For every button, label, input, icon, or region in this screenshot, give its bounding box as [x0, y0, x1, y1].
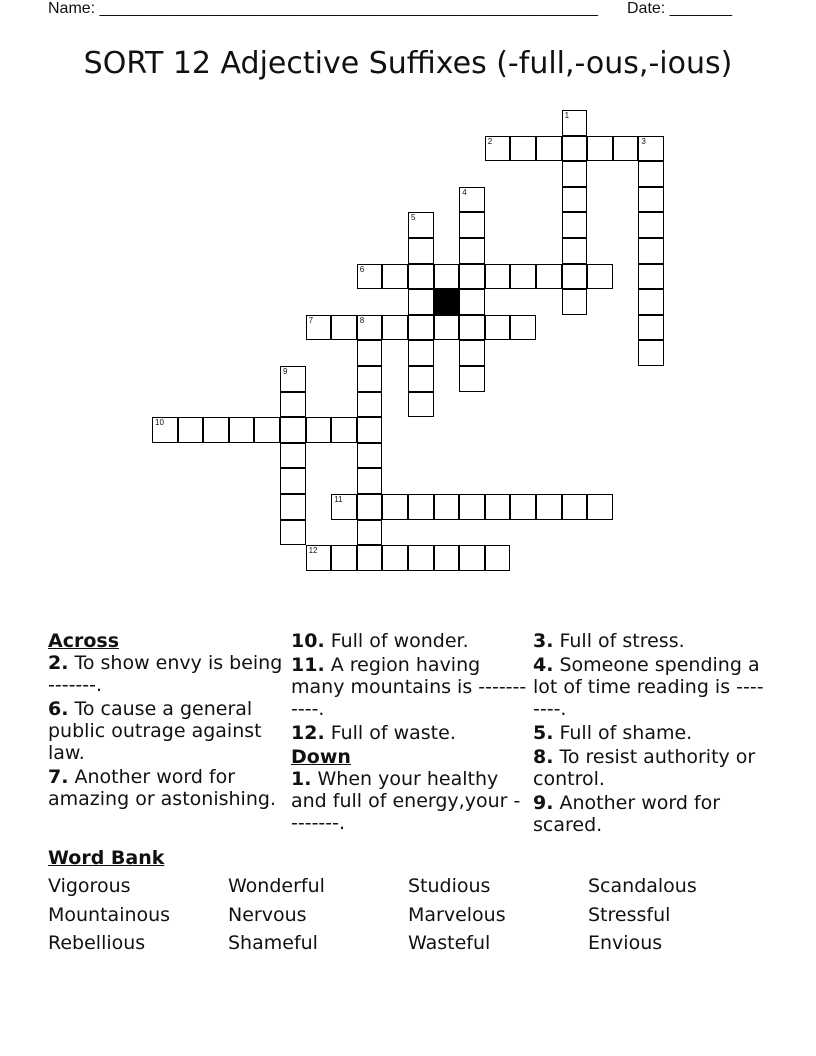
grid-cell[interactable] [331, 315, 357, 341]
word-bank-item: Mountainous [48, 904, 171, 926]
grid-cell[interactable] [434, 264, 460, 290]
name-field-line[interactable]: Name: ________________________________________________________ [48, 0, 598, 17]
grid-cell[interactable] [331, 494, 357, 520]
grid-cell[interactable] [357, 392, 383, 418]
clue-down-9: 9. Another word for scared. [533, 792, 721, 836]
word-bank-title: Word Bank [48, 847, 165, 869]
grid-cell[interactable] [408, 494, 434, 520]
grid-cell[interactable] [459, 187, 485, 213]
grid-cell[interactable] [536, 264, 562, 290]
grid-cell[interactable] [408, 315, 434, 341]
grid-cell[interactable] [562, 161, 588, 187]
down-header: Down [291, 746, 351, 768]
clue-number: 3 [641, 136, 646, 146]
across-header: Across [48, 630, 120, 652]
grid-cell[interactable] [357, 468, 383, 494]
clue-down-5: 5. Full of shame. [533, 722, 693, 744]
grid-cell[interactable] [638, 187, 664, 213]
clue-number: 10 [155, 418, 164, 428]
grid-cell[interactable] [434, 494, 460, 520]
grid-cell[interactable] [357, 340, 383, 366]
grid-cell[interactable] [357, 494, 383, 520]
grid-cell[interactable] [434, 315, 460, 341]
word-bank-item: Stressful [588, 904, 671, 926]
grid-cell[interactable] [306, 417, 332, 443]
clues-column-2 [291, 630, 527, 836]
grid-cell[interactable] [536, 136, 562, 162]
grid-cell[interactable] [638, 315, 664, 341]
grid-block [434, 289, 460, 315]
grid-cell[interactable] [459, 494, 485, 520]
grid-cell[interactable] [562, 110, 588, 136]
grid-cell[interactable] [357, 443, 383, 469]
grid-cell[interactable] [562, 212, 588, 238]
clue-down-4: 4. Someone spending a lot of time reading is --------. [533, 654, 764, 720]
word-bank-item: Studious [408, 875, 491, 897]
clue-number: 8 [359, 315, 365, 325]
grid-cell[interactable] [510, 315, 536, 341]
grid-cell[interactable] [587, 264, 613, 290]
grid-cell[interactable] [408, 238, 434, 264]
grid-cell[interactable] [408, 366, 434, 392]
clue-number: 6 [359, 264, 365, 274]
grid-cell[interactable] [638, 136, 664, 162]
clue-down-3: 3. Full of stress. [533, 630, 685, 652]
grid-cell[interactable] [357, 545, 383, 571]
grid-cell[interactable] [485, 264, 511, 290]
grid-cell[interactable] [152, 417, 178, 443]
grid-cell[interactable] [408, 212, 434, 238]
grid-cell[interactable] [382, 545, 408, 571]
grid-cell[interactable] [408, 340, 434, 366]
grid-cell[interactable] [562, 264, 588, 290]
grid-cell[interactable] [280, 443, 306, 469]
grid-cell[interactable] [408, 289, 434, 315]
grid-cell[interactable] [280, 392, 306, 418]
clue-across-7: 7. Another word for amazing or astonishing. [48, 766, 276, 810]
grid-cell[interactable] [280, 417, 306, 443]
grid-cell[interactable] [280, 366, 306, 392]
grid-cell[interactable] [562, 238, 588, 264]
grid-cell[interactable] [459, 264, 485, 290]
word-bank-item: Wasteful [408, 932, 491, 954]
word-bank-item: Rebellious [48, 932, 146, 954]
grid-cell[interactable] [357, 417, 383, 443]
grid-cell[interactable] [331, 417, 357, 443]
clue-number: 5 [411, 213, 416, 223]
grid-cell[interactable] [357, 366, 383, 392]
grid-cell[interactable] [357, 520, 383, 546]
clue-number: 11 [334, 495, 343, 504]
grid-cell[interactable] [638, 340, 664, 366]
grid-cell[interactable] [485, 136, 511, 162]
grid-cell[interactable] [459, 212, 485, 238]
grid-cell[interactable] [638, 264, 664, 290]
grid-cell[interactable] [357, 264, 383, 290]
grid-cell[interactable] [280, 494, 306, 520]
grid-cell[interactable] [485, 494, 511, 520]
grid-cell[interactable] [203, 417, 229, 443]
word-bank-item: Scandalous [588, 875, 697, 897]
date-field-line[interactable]: Date: _______ [627, 0, 732, 17]
word-bank-item: Nervous [228, 904, 307, 926]
grid-cell[interactable] [510, 136, 536, 162]
clue-across-10: 10. Full of wonder. [291, 630, 469, 652]
grid-cell[interactable] [331, 545, 357, 571]
grid-cell[interactable] [280, 520, 306, 546]
clue-down-1: 1. When your healthy and full of energy,your --------. [291, 768, 521, 834]
grid-cell[interactable] [562, 136, 588, 162]
grid-cell[interactable] [434, 545, 460, 571]
grid-cell[interactable] [459, 238, 485, 264]
grid-cell[interactable] [613, 136, 639, 162]
grid-cell[interactable] [459, 366, 485, 392]
grid-cell[interactable] [382, 315, 408, 341]
grid-cell[interactable] [306, 545, 332, 571]
word-bank-item: Marvelous [408, 904, 506, 926]
grid-cell[interactable] [306, 315, 332, 341]
grid-cell[interactable] [459, 289, 485, 315]
grid-cell[interactable] [229, 417, 255, 443]
clue-number: 12 [308, 546, 318, 556]
word-bank-item: Wonderful [228, 875, 325, 897]
grid-cell[interactable] [357, 315, 383, 341]
clue-number: 9 [283, 367, 288, 376]
clue-across-11: 11. A region having many mountains is -----------. [291, 654, 527, 720]
clues-column-1 [48, 630, 284, 812]
grid-cell[interactable] [638, 161, 664, 187]
word-bank-item: Shameful [228, 932, 318, 954]
page-title: SORT 12 Adjective Suffixes (-full,-ous,-ious) [83, 46, 733, 81]
clue-across-2: 2. To show envy is being -------. [48, 652, 283, 696]
grid-cell[interactable] [587, 136, 613, 162]
clues-column-3 [533, 630, 769, 838]
grid-cell[interactable] [459, 340, 485, 366]
grid-cell[interactable] [178, 417, 204, 443]
grid-cell[interactable] [280, 468, 306, 494]
grid-cell[interactable] [587, 494, 613, 520]
clue-number: 7 [308, 315, 314, 325]
grid-cell[interactable] [638, 238, 664, 264]
clue-across-6: 6. To cause a general public outrage against law. [48, 698, 262, 764]
grid-cell[interactable] [485, 315, 511, 341]
clue-number: 1 [564, 111, 570, 120]
grid-cell[interactable] [459, 545, 485, 571]
clue-number: 4 [462, 187, 467, 197]
grid-cell[interactable] [562, 289, 588, 315]
grid-cell[interactable] [254, 417, 280, 443]
grid-cell[interactable] [510, 264, 536, 290]
grid-cell[interactable] [408, 392, 434, 418]
grid-cell[interactable] [382, 494, 408, 520]
grid-cell[interactable] [562, 187, 588, 213]
grid-cell[interactable] [485, 545, 511, 571]
grid-cell[interactable] [408, 264, 434, 290]
clue-down-8: 8. To resist authority or control. [533, 746, 756, 790]
grid-cell[interactable] [638, 212, 664, 238]
grid-cell[interactable] [408, 545, 434, 571]
grid-cell[interactable] [536, 494, 562, 520]
clue-across-12: 12. Full of waste. [291, 722, 456, 744]
grid-cell[interactable] [459, 315, 485, 341]
grid-cell[interactable] [562, 494, 588, 520]
grid-cell[interactable] [382, 264, 408, 290]
word-bank-item: Envious [588, 932, 663, 954]
grid-cell[interactable] [510, 494, 536, 520]
clue-number: 2 [487, 136, 493, 146]
grid-cell[interactable] [638, 289, 664, 315]
word-bank-item: Vigorous [48, 875, 131, 897]
